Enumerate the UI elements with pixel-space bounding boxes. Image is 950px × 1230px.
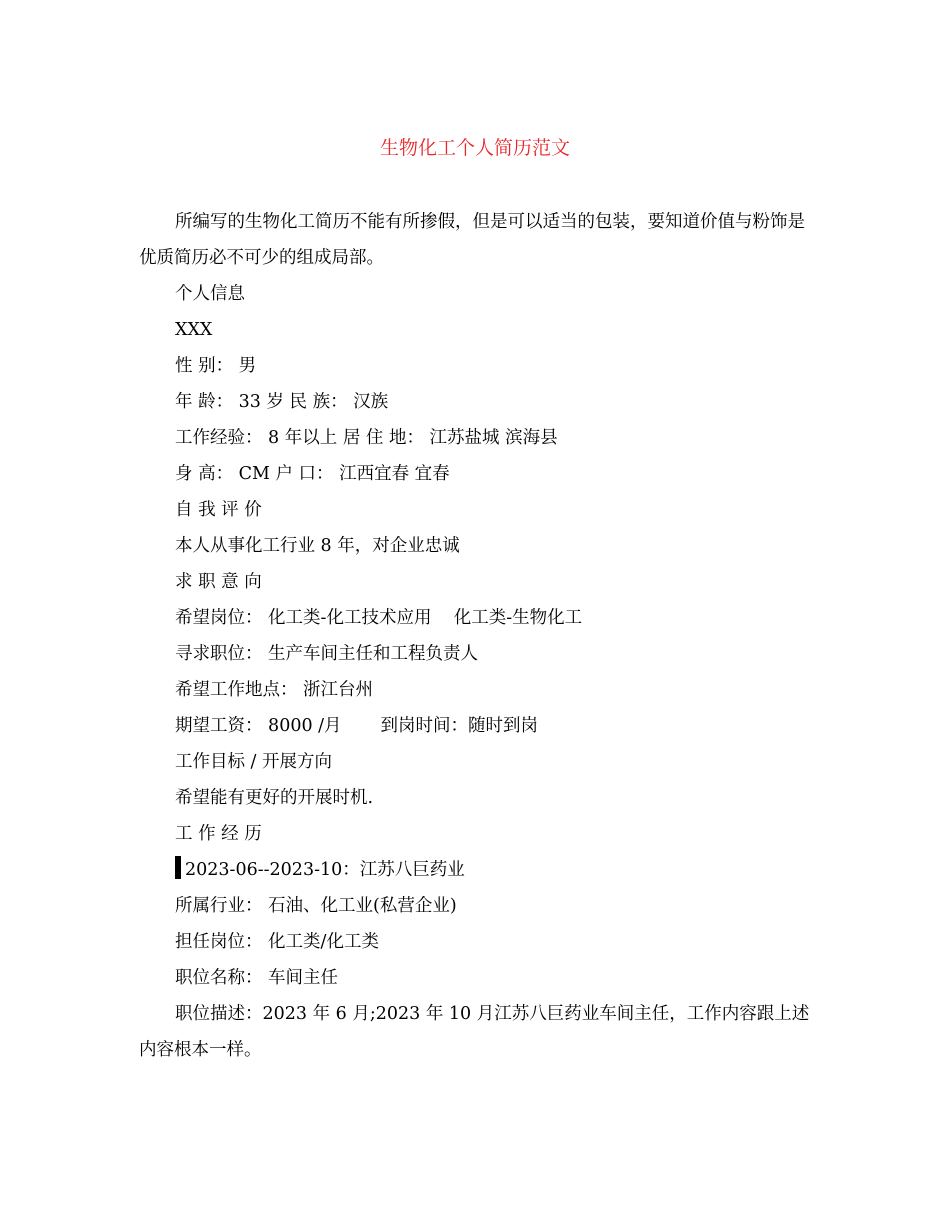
personal-info-heading: 个人信息 [175,284,245,304]
industry-line: 所属行业： 石油、化工业(私营企业) [175,896,457,916]
self-eval-text: 本人从事化工行业 8 年，对企业忠诚 [175,536,460,556]
self-eval-heading: 自 我 评 价 [175,500,262,520]
desired-post-line: 希望岗位： 化工类-化工技术应用 化工类-生物化工 [175,608,583,628]
goal-heading: 工作目标 / 开展方向 [175,752,333,772]
intro-paragraph: 所编写的生物化工简历不能有所掺假，但是可以适当的包装，要知道价值与粉饰是优质简历必不可少的组成局部。 [139,212,805,268]
post-line: 担任岗位： 化工类/化工类 [175,932,379,952]
job-description-paragraph: 职位描述：2023 年 6 月;2023 年 10 月江苏八巨药业车间主任，工作内容跟上述内容根本一样。 [139,1004,810,1060]
height-hukou-line: 身 高： CM 户 口： 江西宜春 宜春 [175,464,450,484]
job-title-line: 职位名称： 车间主任 [175,968,339,988]
document-body [139,204,819,1068]
document-title: 生物化工个人简历范文 [379,137,570,159]
seeking-position-line: 寻求职位： 生产车间主任和工程负责人 [175,644,479,664]
intention-heading: 求 职 意 向 [175,572,262,592]
work-period-line [139,852,819,888]
name-line: XXX [175,320,213,340]
age-ethnicity-line: 年 龄： 33 岁 民 族： 汉族 [175,392,389,412]
desired-location-line: 希望工作地点： 浙江台州 [175,680,374,700]
section-marker-bar [175,856,181,879]
work-history-heading: 工 作 经 历 [175,824,262,844]
salary-arrival-line: 期望工资： 8000 /月 到岗时间：随时到岗 [175,716,538,736]
experience-residence-line: 工作经验： 8 年以上 居 住 地： 江苏盐城 滨海县 [175,428,558,448]
gender-line: 性 别： 男 [175,356,257,376]
goal-text: 希望能有更好的开展时机. [175,788,374,808]
work-period-text: 2023-06--2023-10：江苏八巨药业 [185,860,465,880]
